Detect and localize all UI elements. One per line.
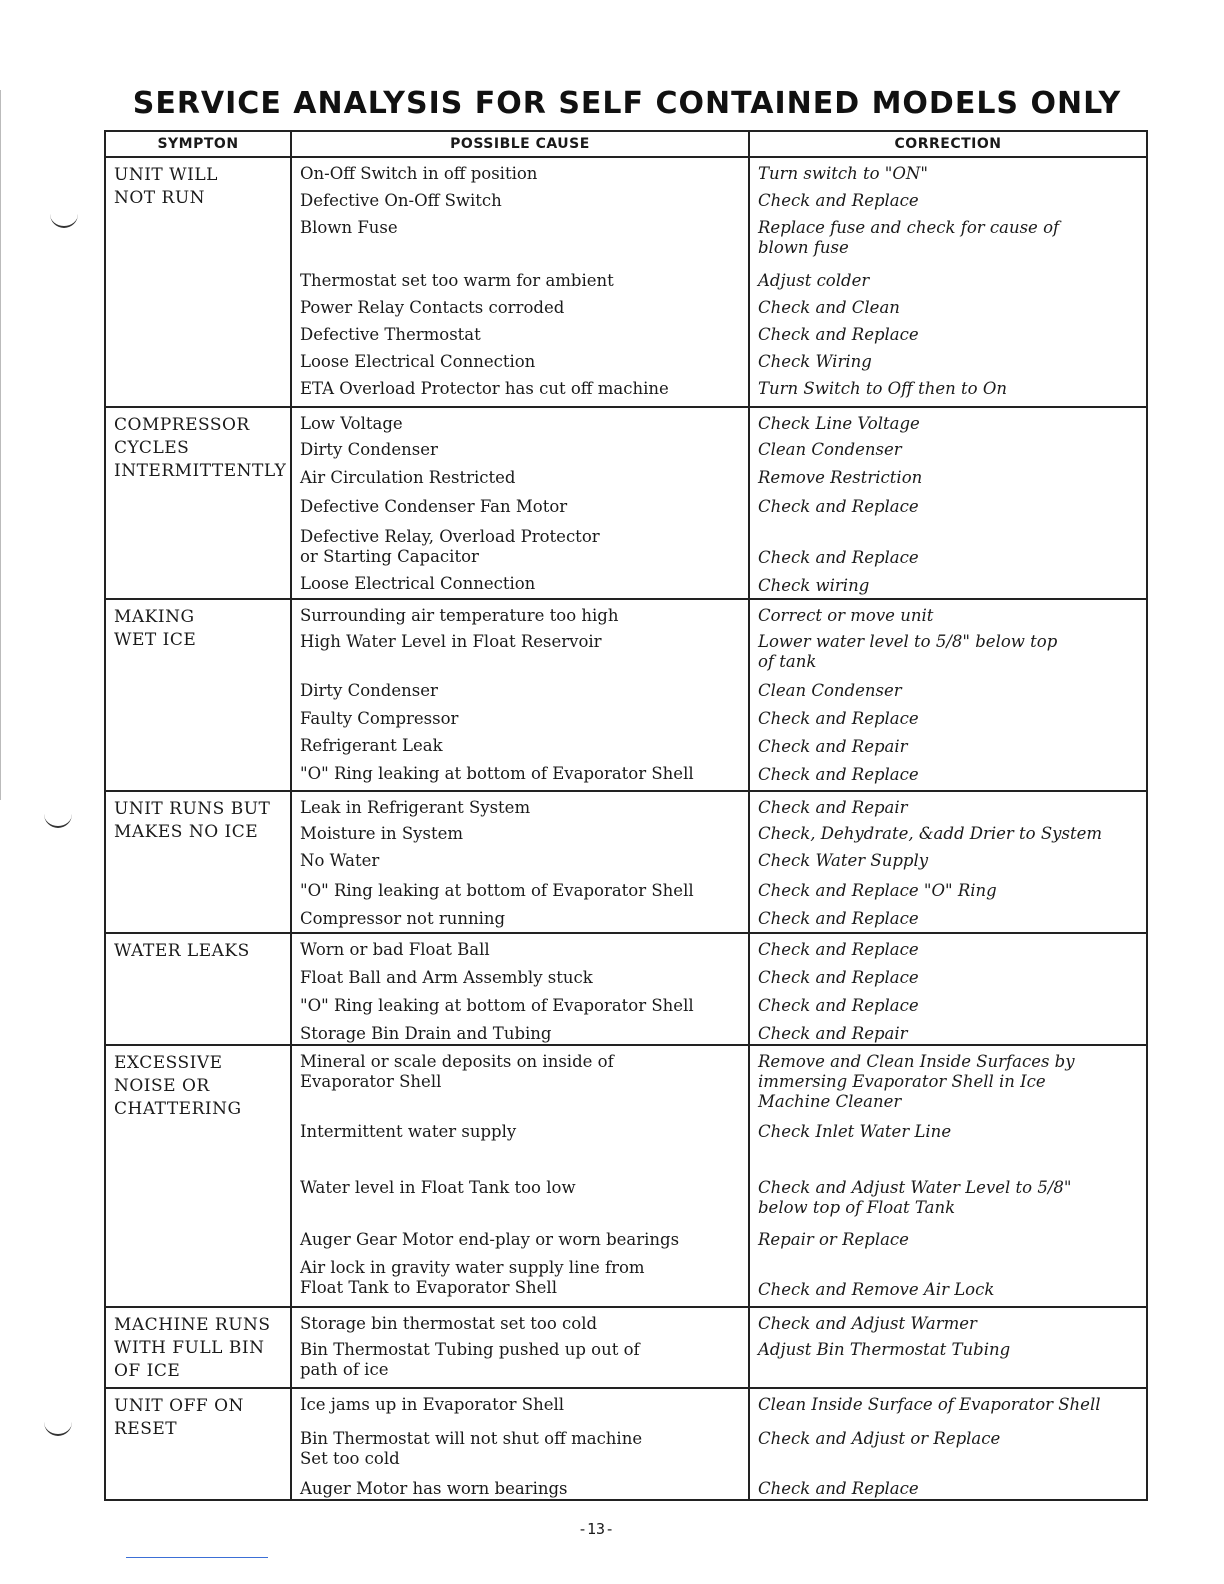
possible-cause-cell <box>291 1307 749 1388</box>
cause-item: Air lock in gravity water supply line from Float Tank to Evaporator Shell <box>300 1258 645 1297</box>
symptom-text: EXCESSIVE NOISE OR CHATTERING <box>114 1053 242 1119</box>
possible-cause-cell <box>291 933 749 1045</box>
correction-item: Check and Replace <box>758 548 919 567</box>
correction-item: Check and Replace <box>758 940 919 959</box>
binder-hole-mark <box>50 212 78 228</box>
cause-item: "O" Ring leaking at bottom of Evaporator Shell <box>300 881 694 900</box>
cause-item: ETA Overload Protector has cut off machine <box>300 379 669 398</box>
symptom-text: WATER LEAKS <box>114 941 250 961</box>
cause-item: Loose Electrical Connection <box>300 352 536 371</box>
cause-item: Storage Bin Drain and Tubing <box>300 1024 552 1043</box>
correction-item: Check and Replace <box>758 765 919 784</box>
symptom-text: MACHINE RUNS WITH FULL BIN OF ICE <box>114 1315 271 1381</box>
cause-item: Power Relay Contacts corroded <box>300 298 565 317</box>
table-row <box>105 599 1147 791</box>
cause-item: Surrounding air temperature too high <box>300 606 619 625</box>
correction-cell <box>749 407 1147 599</box>
symptom-text: UNIT WILL NOT RUN <box>114 165 218 208</box>
correction-item: Clean Condenser <box>758 440 902 459</box>
table-row <box>105 407 1147 599</box>
correction-item: Remove and Clean Inside Surfaces by immersing Evaporator Shell in Ice Machine Cleaner <box>758 1052 1075 1111</box>
cause-item: Dirty Condenser <box>300 440 438 459</box>
correction-item: Adjust colder <box>758 271 870 290</box>
correction-item: Replace fuse and check for cause of blown fuse <box>758 218 1060 257</box>
correction-item: Check, Dehydrate, &add Drier to System <box>758 824 1102 843</box>
symptom-text: COMPRESSOR CYCLES INTERMITTENTLY <box>114 415 287 481</box>
correction-item: Check and Replace <box>758 497 919 516</box>
cause-item: Bin Thermostat Tubing pushed up out of path of ice <box>300 1340 640 1379</box>
correction-item: Check and Clean <box>758 298 900 317</box>
cause-item: Defective Relay, Overload Protector or Starting Capacitor <box>300 527 600 566</box>
correction-item: Check Line Voltage <box>758 414 920 433</box>
cause-item: Moisture in System <box>300 824 464 843</box>
correction-item: Check and Replace <box>758 709 919 728</box>
correction-item: Check and Repair <box>758 737 908 756</box>
symptom-cell <box>105 933 291 1045</box>
correction-item: Correct or move unit <box>758 606 934 625</box>
scan-edge-line <box>0 90 1 800</box>
correction-cell <box>749 1307 1147 1388</box>
symptom-cell <box>105 157 291 407</box>
table-row <box>105 791 1147 933</box>
cause-item: Dirty Condenser <box>300 681 438 700</box>
correction-cell <box>749 791 1147 933</box>
cause-item: Mineral or scale deposits on inside of Evaporator Shell <box>300 1052 614 1091</box>
correction-item: Repair or Replace <box>758 1230 909 1249</box>
cause-item: Compressor not running <box>300 909 506 928</box>
symptom-text: UNIT RUNS BUT MAKES NO ICE <box>114 799 271 842</box>
correction-item: Clean Inside Surface of Evaporator Shell <box>758 1395 1101 1414</box>
possible-cause-cell <box>291 1388 749 1500</box>
correction-cell <box>749 599 1147 791</box>
correction-item: Check and Replace <box>758 191 919 210</box>
possible-cause-cell <box>291 157 749 407</box>
cause-item: Bin Thermostat will not shut off machine Set too cold <box>300 1429 643 1468</box>
cause-item: Ice jams up in Evaporator Shell <box>300 1395 565 1414</box>
correction-cell <box>749 933 1147 1045</box>
correction-item: Check and Replace <box>758 325 919 344</box>
correction-item: Adjust Bin Thermostat Tubing <box>758 1340 1011 1359</box>
correction-item: Check and Replace <box>758 996 919 1015</box>
symptom-cell <box>105 1045 291 1307</box>
scan-artifact-line <box>126 1557 268 1558</box>
cause-item: Air Circulation Restricted <box>300 468 516 487</box>
correction-item: Lower water level to 5/8" below top of tank <box>758 632 1058 671</box>
table-row <box>105 1307 1147 1388</box>
cause-item: Storage bin thermostat set too cold <box>300 1314 598 1333</box>
header-possible-cause: POSSIBLE CAUSE <box>291 131 749 157</box>
cause-item: Leak in Refrigerant System <box>300 798 531 817</box>
service-analysis-table <box>104 130 1148 1501</box>
cause-item: Auger Motor has worn bearings <box>300 1479 568 1498</box>
cause-item: Worn or bad Float Ball <box>300 940 490 959</box>
correction-item: Check and Adjust Warmer <box>758 1314 977 1333</box>
correction-item: Check and Adjust Water Level to 5/8" below top of Float Tank <box>758 1178 1072 1217</box>
correction-item: Check wiring <box>758 576 870 595</box>
cause-item: Auger Gear Motor end-play or worn bearings <box>300 1230 680 1249</box>
table-row <box>105 157 1147 407</box>
cause-item: Thermostat set too warm for ambient <box>300 271 614 290</box>
cause-item: Defective On-Off Switch <box>300 191 502 210</box>
correction-cell <box>749 1045 1147 1307</box>
cause-item: Refrigerant Leak <box>300 736 443 755</box>
correction-item: Remove Restriction <box>758 468 923 487</box>
correction-item: Check Water Supply <box>758 851 929 870</box>
symptom-cell <box>105 1307 291 1388</box>
page-title: SERVICE ANALYSIS FOR SELF CONTAINED MODELS ONLY <box>132 86 1122 121</box>
correction-item: Turn switch to "ON" <box>758 164 928 183</box>
table-row <box>105 1388 1147 1500</box>
cause-item: No Water <box>300 851 380 870</box>
cause-item: Blown Fuse <box>300 218 398 237</box>
correction-item: Check Wiring <box>758 352 872 371</box>
cause-item: Low Voltage <box>300 414 403 433</box>
correction-item: Turn Switch to Off then to On <box>758 379 1007 398</box>
table-row <box>105 1045 1147 1307</box>
correction-item: Check and Repair <box>758 798 908 817</box>
symptom-cell <box>105 1388 291 1500</box>
header-correction: CORRECTION <box>749 131 1147 157</box>
symptom-cell <box>105 599 291 791</box>
cause-item: Float Ball and Arm Assembly stuck <box>300 968 593 987</box>
correction-cell <box>749 1388 1147 1500</box>
possible-cause-cell <box>291 599 749 791</box>
possible-cause-cell <box>291 791 749 933</box>
symptom-cell <box>105 791 291 933</box>
symptom-cell <box>105 407 291 599</box>
symptom-text: MAKING WET ICE <box>114 607 197 650</box>
correction-cell <box>749 157 1147 407</box>
correction-item: Check and Adjust or Replace <box>758 1429 1001 1448</box>
header-symptom: SYMPTON <box>105 131 291 157</box>
correction-item: Check and Replace <box>758 968 919 987</box>
correction-item: Check and Replace <box>758 909 919 928</box>
cause-item: Loose Electrical Connection <box>300 574 536 593</box>
possible-cause-cell <box>291 407 749 599</box>
cause-item: Defective Condenser Fan Motor <box>300 497 568 516</box>
cause-item: Water level in Float Tank too low <box>300 1178 576 1197</box>
binder-hole-mark <box>44 1420 72 1436</box>
cause-item: High Water Level in Float Reservoir <box>300 632 602 651</box>
correction-item: Check and Replace "O" Ring <box>758 881 997 900</box>
table-header-row <box>105 131 1147 157</box>
page-number: -13- <box>578 1520 615 1538</box>
cause-item: On-Off Switch in off position <box>300 164 538 183</box>
symptom-text: UNIT OFF ON RESET <box>114 1396 244 1439</box>
table-row <box>105 933 1147 1045</box>
cause-item: Defective Thermostat <box>300 325 481 344</box>
cause-item: "O" Ring leaking at bottom of Evaporator Shell <box>300 996 694 1015</box>
correction-item: Check Inlet Water Line <box>758 1122 952 1141</box>
correction-item: Check and Repair <box>758 1024 908 1043</box>
possible-cause-cell <box>291 1045 749 1307</box>
binder-hole-mark <box>44 812 72 828</box>
correction-item: Clean Condenser <box>758 681 902 700</box>
cause-item: Intermittent water supply <box>300 1122 517 1141</box>
correction-item: Check and Remove Air Lock <box>758 1280 995 1299</box>
cause-item: "O" Ring leaking at bottom of Evaporator Shell <box>300 764 694 783</box>
cause-item: Faulty Compressor <box>300 709 459 728</box>
correction-item: Check and Replace <box>758 1479 919 1498</box>
